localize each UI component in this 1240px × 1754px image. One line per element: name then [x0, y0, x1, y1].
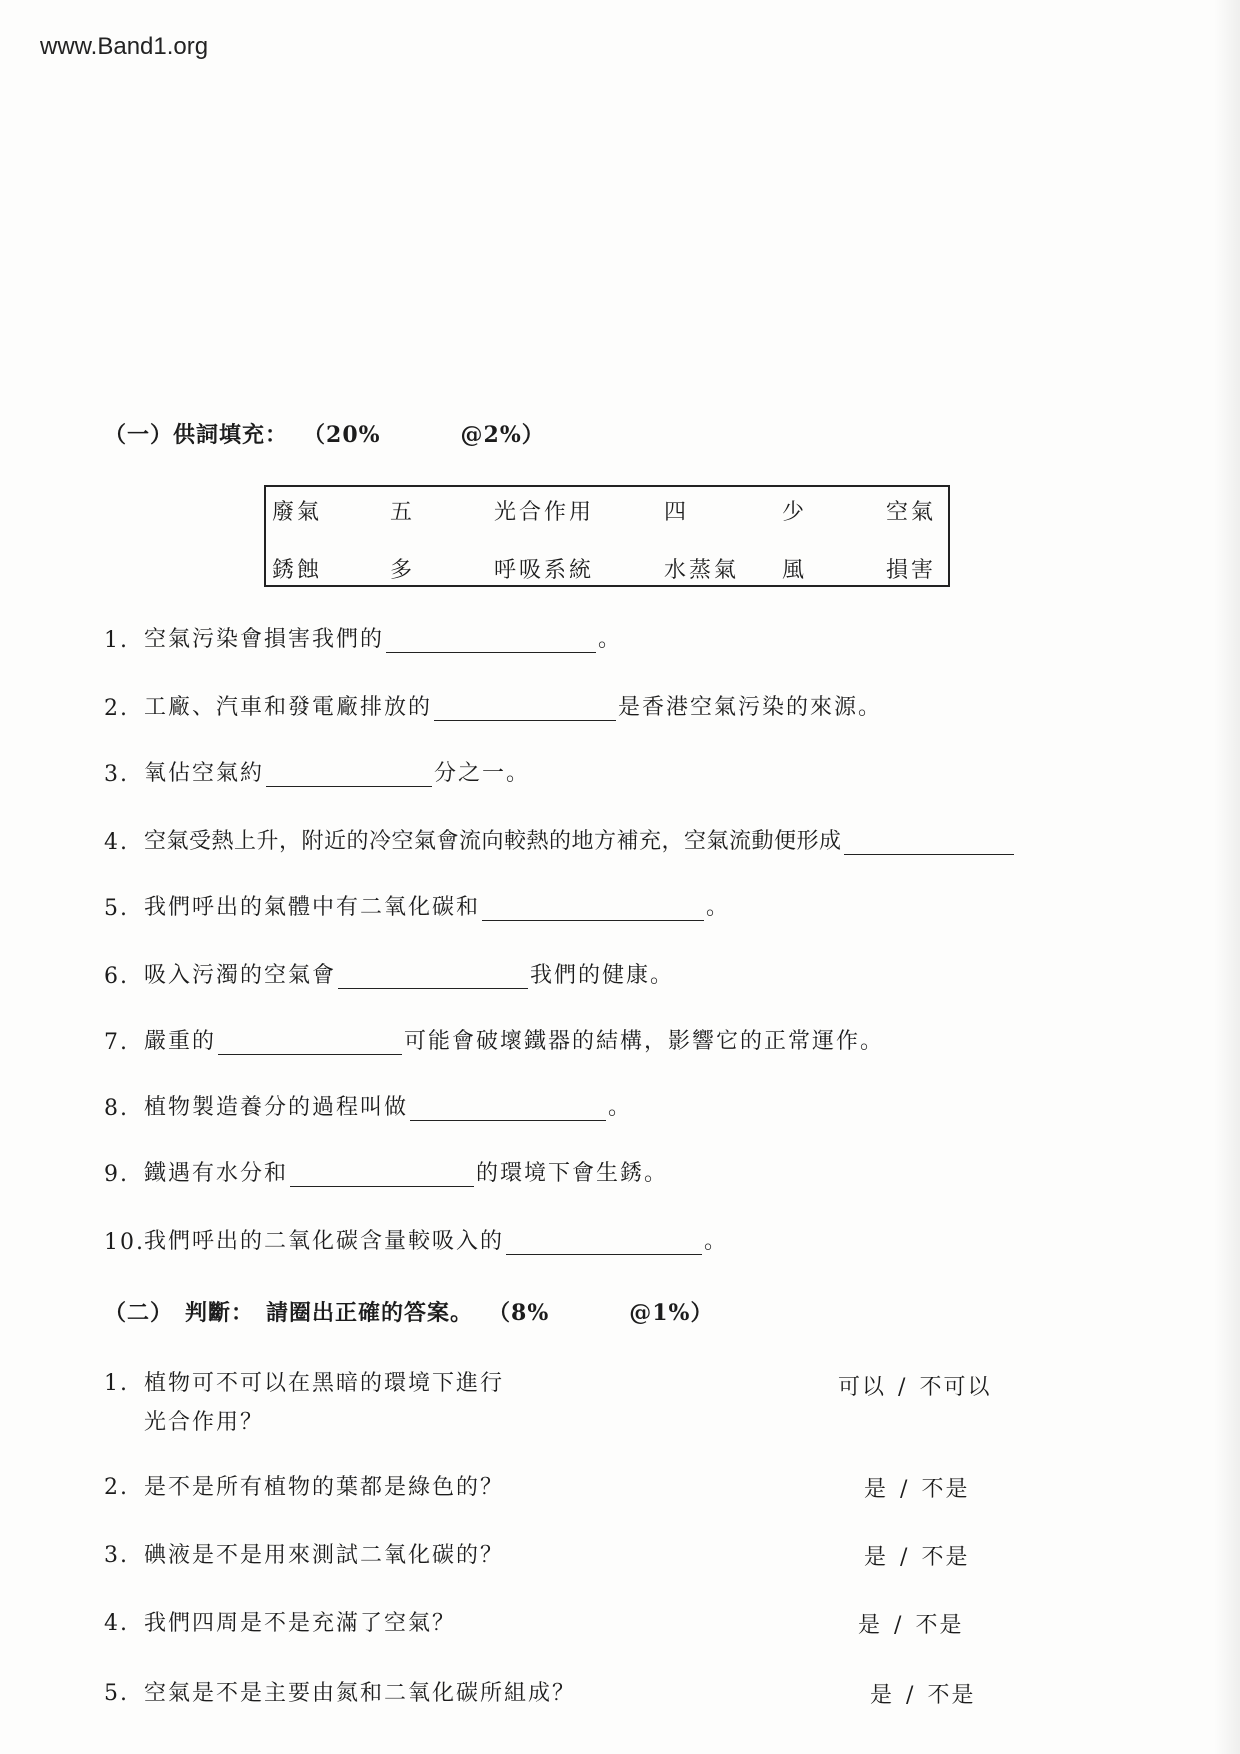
section2-each: @1%）: [629, 1300, 714, 1326]
question-number: 4.: [104, 1611, 129, 1636]
choice-option-a[interactable]: 是: [864, 1477, 889, 1502]
fill-question-8: [104, 1090, 632, 1121]
answer-blank[interactable]: [386, 630, 596, 653]
question-number: 10.: [104, 1230, 145, 1255]
answer-blank[interactable]: [506, 1232, 702, 1255]
word-bank-item: 呼吸系統: [494, 558, 595, 583]
question-number: 5.: [104, 896, 129, 921]
fill-question-3: [104, 756, 530, 787]
word-bank-item: 空氣: [886, 500, 937, 525]
choice-option-a[interactable]: 是: [870, 1683, 895, 1708]
question-number: 1.: [104, 1371, 129, 1396]
fill-question-10: [104, 1224, 728, 1255]
word-bank-item: 銹蝕: [272, 558, 323, 583]
question-text: 空氣是不是主要由氮和二氧化碳所組成？: [144, 1681, 577, 1706]
question-number: 8.: [104, 1096, 129, 1121]
question-number: 6.: [104, 964, 129, 989]
choice-separator: /: [900, 1545, 910, 1570]
answer-blank[interactable]: [218, 1032, 402, 1055]
choice-option-b[interactable]: 不是: [915, 1613, 964, 1638]
question-text: 鐵遇有水分和: [144, 1161, 289, 1186]
answer-blank[interactable]: [290, 1164, 474, 1187]
judge-question-4: [104, 1606, 456, 1637]
word-bank-item: 水蒸氣: [664, 558, 740, 583]
question-text: 嚴重的: [144, 1029, 217, 1054]
choice-option-b[interactable]: 不是: [921, 1545, 970, 1570]
question-text: 我們呼出的二氧化碳含量較吸入的: [144, 1229, 505, 1254]
word-bank-item: 光合作用: [494, 500, 595, 525]
word-bank-item: 四: [664, 500, 690, 525]
word-bank-item: 少: [782, 500, 808, 525]
choice-separator: /: [900, 1477, 910, 1502]
word-bank-item: 風: [782, 558, 808, 583]
judge-question-1: [104, 1366, 504, 1436]
question-text-after: 分之一。: [434, 761, 531, 786]
word-bank-box: [264, 485, 950, 587]
answer-blank[interactable]: [410, 1098, 606, 1121]
question-number: 5.: [104, 1681, 129, 1706]
question-text: 空氣污染會損害我們的: [144, 627, 385, 652]
watermark[interactable]: www.Band1.org: [40, 33, 209, 60]
section1-title: [104, 418, 545, 449]
question-number: 1.: [104, 628, 129, 653]
answer-blank[interactable]: [338, 966, 528, 989]
choice-option-a[interactable]: 是: [858, 1613, 883, 1638]
judge-question-2: [104, 1470, 504, 1501]
question-text-after: 。: [704, 1229, 729, 1254]
question-text-after: 。: [598, 627, 623, 652]
question-text: 是不是所有植物的葉都是綠色的？: [144, 1475, 505, 1500]
scan-edge-shadow: [1214, 0, 1240, 1754]
fill-question-5: [104, 890, 730, 921]
word-bank-item: 損害: [886, 558, 937, 583]
question-number: 2.: [104, 1475, 129, 1500]
question-text: 我們呼出的氣體中有二氧化碳和: [144, 895, 481, 920]
section1-each: @2%）: [460, 422, 545, 448]
word-bank-item: 廢氣: [272, 500, 323, 525]
section1-percent: （20%: [314, 422, 381, 448]
fill-question-4: [104, 824, 1016, 855]
choice-option-a[interactable]: 可以: [838, 1375, 887, 1400]
question-text-line2: 光合作用？: [144, 1410, 265, 1435]
fill-question-9: [104, 1156, 668, 1187]
choice-option-b[interactable]: 不是: [921, 1477, 970, 1502]
judge-question-5: [104, 1676, 576, 1707]
choice-option-a[interactable]: 是: [864, 1545, 889, 1570]
question-text: 氧佔空氣約: [144, 761, 265, 786]
question-text: 空氣受熱上升，附近的冷空氣會流向較熱的地方補充，空氣流動便形成: [144, 829, 842, 854]
fill-question-1: [104, 622, 622, 653]
choice-option-b[interactable]: 不是: [927, 1683, 976, 1708]
choice-group-4: [858, 1608, 963, 1639]
word-bank-item: 多: [390, 558, 416, 583]
question-text-after: 可能會破壞鐵器的結構，影響它的正常運作。: [404, 1029, 885, 1054]
question-text-after: 。: [706, 895, 731, 920]
section2-title-text: （二） 判斷： 請圈出正確的答案。: [104, 1300, 474, 1326]
choice-group-5: [870, 1678, 975, 1709]
answer-blank[interactable]: [434, 698, 616, 721]
question-number: 9.: [104, 1162, 129, 1187]
section1-title-text: （一）供詞填充：: [104, 422, 289, 448]
question-number: 4.: [104, 830, 129, 855]
answer-blank[interactable]: [266, 764, 432, 787]
section2-percent: （8%: [499, 1300, 550, 1326]
choice-separator: /: [906, 1683, 916, 1708]
fill-question-7: [104, 1024, 884, 1055]
question-text-after: 是香港空氣污染的來源。: [618, 695, 883, 720]
fill-question-2: [104, 690, 882, 721]
question-text: 碘液是不是用來測試二氧化碳的？: [144, 1543, 505, 1568]
question-text: 植物可不可以在黑暗的環境下進行: [144, 1371, 505, 1396]
choice-separator: /: [898, 1375, 908, 1400]
question-number: 3.: [104, 762, 129, 787]
question-number: 3.: [104, 1543, 129, 1568]
choice-option-b[interactable]: 不可以: [919, 1375, 992, 1400]
word-bank-item: 五: [390, 500, 416, 525]
question-text-after: 。: [608, 1095, 633, 1120]
question-text-after: 我們的健康。: [530, 963, 675, 988]
answer-blank[interactable]: [482, 898, 704, 921]
answer-blank[interactable]: [844, 832, 1014, 855]
choice-group-3: [864, 1540, 969, 1571]
question-text: 工廠、汽車和發電廠排放的: [144, 695, 433, 720]
choice-group-2: [864, 1472, 969, 1503]
question-text: 吸入污濁的空氣會: [144, 963, 337, 988]
judge-question-3: [104, 1538, 504, 1569]
question-text-after: 的環境下會生銹。: [476, 1161, 669, 1186]
fill-question-6: [104, 958, 674, 989]
question-text: 植物製造養分的過程叫做: [144, 1095, 409, 1120]
choice-separator: /: [894, 1613, 904, 1638]
section2-title: [104, 1296, 713, 1327]
question-number: 2.: [104, 696, 129, 721]
question-number: 7.: [104, 1030, 129, 1055]
question-text: 我們四周是不是充滿了空氣？: [144, 1611, 457, 1636]
choice-group-1: [838, 1370, 991, 1401]
